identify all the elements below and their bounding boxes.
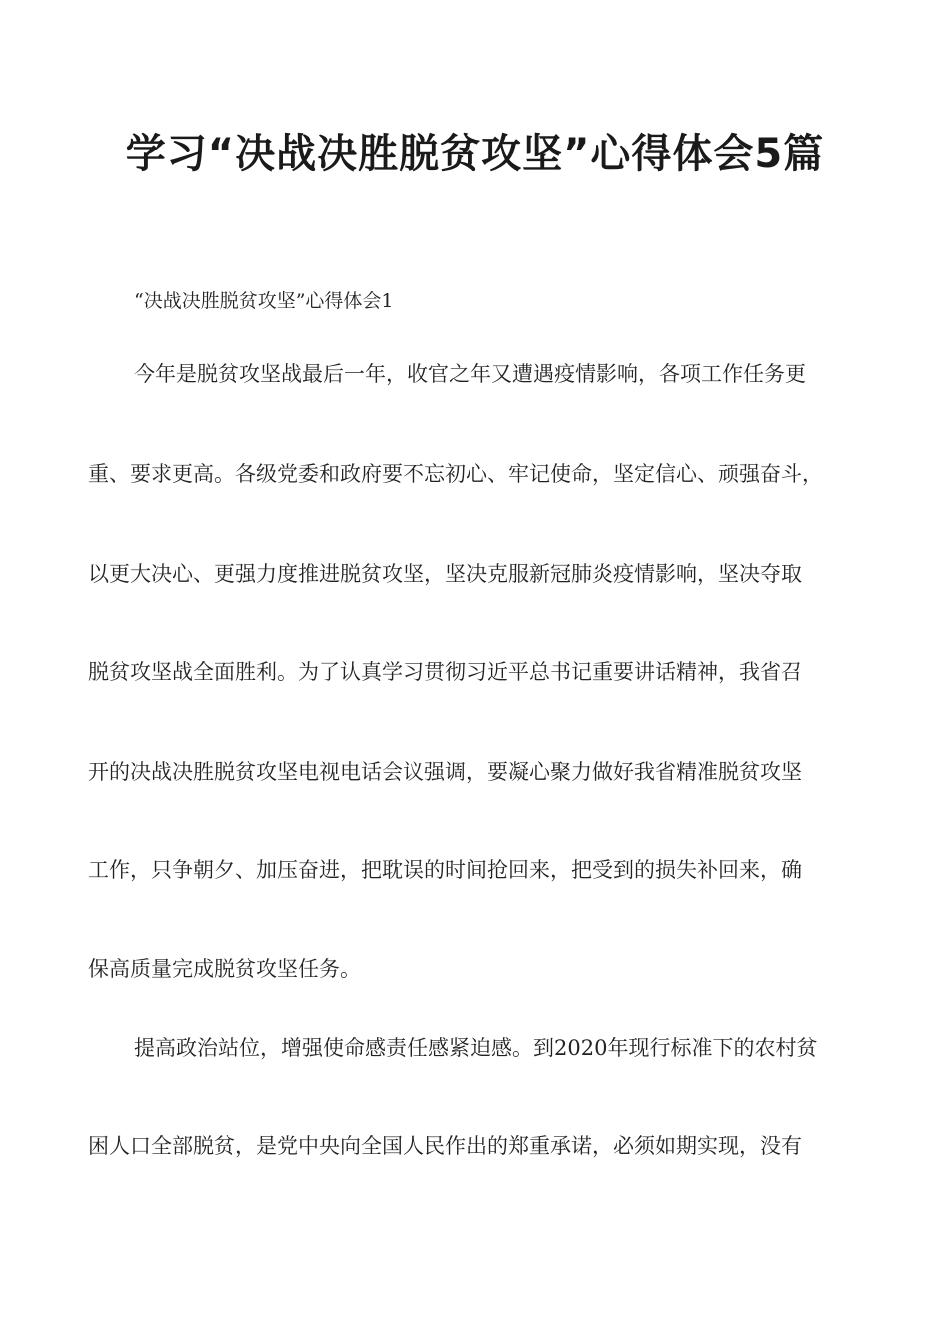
paragraph-1-line-2: 重、要求更高。各级党委和政府要不忘初心、牢记使命，坚定信心、顽强奋斗， — [88, 462, 823, 486]
paragraph-2-line-1: 提高政治站位，增强使命感责任感紧迫感。到2020年现行标准下的农村贫 — [134, 1036, 818, 1060]
section-heading: “决战决胜脱贫攻坚”心得体会1 — [134, 290, 394, 312]
paragraph-1-line-1: 今年是脱贫攻坚战最后一年，收官之年又遭遇疫情影响，各项工作任务更 — [134, 362, 806, 386]
document-title: 学习“决战决胜脱贫攻坚”心得体会5篇 — [125, 131, 825, 177]
paragraph-1-line-4: 脱贫攻坚战全面胜利。为了认真学习贯彻习近平总书记重要讲话精神，我省召 — [88, 660, 802, 684]
paragraph-1-line-5: 开的决战决胜脱贫攻坚电视电话会议强调，要凝心聚力做好我省精准脱贫攻坚 — [88, 760, 802, 784]
paragraph-1-line-7: 保高质量完成脱贫攻坚任务。 — [88, 957, 361, 981]
paragraph-1-line-3: 以更大决心、更强力度推进脱贫攻坚，坚决克服新冠肺炎疫情影响，坚决夺取 — [88, 562, 802, 586]
paragraph-1-line-6: 工作，只争朝夕、加压奋进，把耽误的时间抢回来，把受到的损失补回来，确 — [88, 858, 802, 882]
paragraph-2-line-2: 困人口全部脱贫，是党中央向全国人民作出的郑重承诺，必须如期实现，没有 — [88, 1134, 802, 1158]
